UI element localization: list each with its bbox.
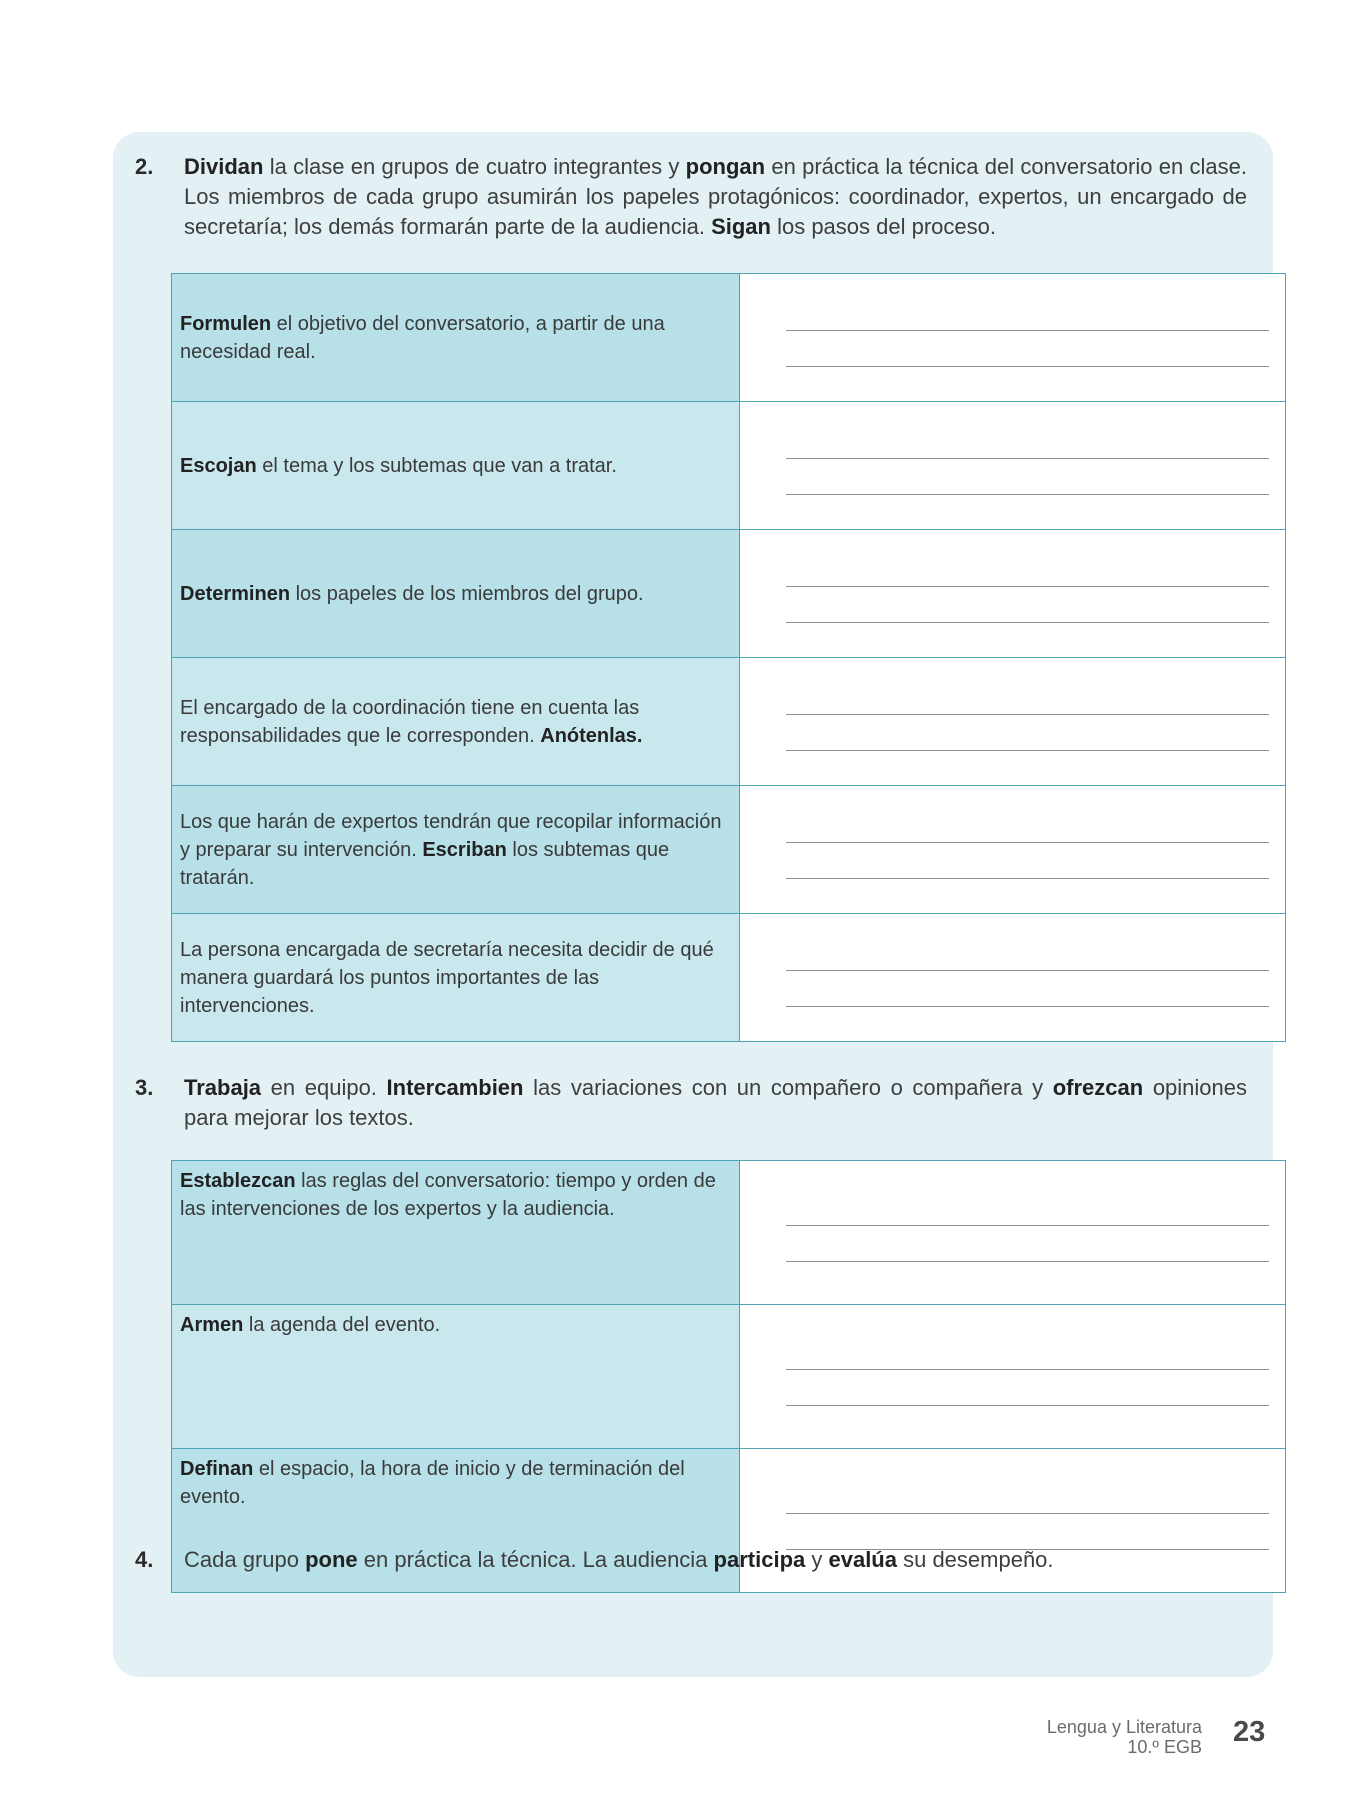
answer-line	[786, 494, 1269, 495]
footer-subject: Lengua y Literatura	[1046, 1717, 1202, 1737]
step-prompt	[172, 658, 740, 786]
rules-table	[171, 1160, 1286, 1593]
emphasized-verb: participa	[713, 1547, 806, 1572]
item-4-instructions	[184, 1545, 1247, 1575]
answer-line	[786, 1006, 1269, 1007]
answer-cell[interactable]	[740, 402, 1286, 530]
answer-line	[786, 1225, 1269, 1226]
activity-panel	[113, 132, 1273, 1677]
table-row	[172, 914, 1286, 1042]
text-segment: La persona encargada de secretaría necesita decidir de qué manera guardará los puntos importantes de las intervenciones.	[180, 938, 714, 1017]
table-row	[172, 1161, 1286, 1305]
text-segment: la agenda del evento.	[243, 1314, 441, 1336]
answer-line	[786, 366, 1269, 367]
footer-grade: 10.º EGB	[1127, 1737, 1202, 1757]
emphasized-verb: Formulen	[180, 312, 272, 335]
answer-line	[786, 1513, 1269, 1514]
answer-line	[786, 714, 1269, 715]
emphasized-verb: Anótenlas.	[540, 724, 643, 747]
answer-cell[interactable]	[740, 786, 1286, 914]
answer-line	[786, 586, 1269, 587]
answer-line	[786, 1405, 1269, 1406]
step-prompt	[172, 1305, 740, 1449]
text-segment: en equipo.	[261, 1075, 387, 1100]
emphasized-verb: Intercambien	[386, 1075, 524, 1100]
emphasized-verb: pone	[305, 1547, 358, 1572]
answer-line	[786, 330, 1269, 331]
answer-line	[786, 970, 1269, 971]
answer-cell[interactable]	[740, 1305, 1286, 1449]
text-segment: opiniones para mejorar los textos.	[184, 1075, 1248, 1130]
answer-cell[interactable]	[740, 274, 1286, 402]
answer-line	[786, 750, 1269, 751]
emphasized-verb: Dividan	[184, 154, 264, 179]
emphasized-verb: Sigan	[711, 214, 771, 239]
table-row	[172, 1305, 1286, 1449]
text-segment: el objetivo del conversatorio, a partir de una necesidad real.	[180, 312, 665, 363]
steps-table	[171, 273, 1286, 1042]
emphasized-verb: Escojan	[180, 454, 257, 477]
item-number: 4.	[135, 1547, 154, 1572]
text-segment: las reglas del conversatorio: tiempo y orden de las intervenciones de los expertos y la audiencia.	[180, 1170, 716, 1220]
text-segment: El encargado de la coordinación tiene en cuenta las responsabilidades que le corresponden.	[180, 696, 640, 747]
text-segment: Cada grupo	[184, 1547, 306, 1572]
emphasized-verb: pongan	[685, 154, 766, 179]
item-number: 3.	[135, 1075, 154, 1100]
step-prompt	[172, 274, 740, 402]
answer-line	[786, 1261, 1269, 1262]
text-segment: y	[805, 1547, 829, 1572]
answer-line	[786, 458, 1269, 459]
answer-cell[interactable]	[740, 530, 1286, 658]
text-segment: el tema y los subtemas que van a tratar.	[256, 454, 617, 477]
emphasized-verb: Armen	[180, 1314, 244, 1336]
item-2	[135, 152, 1247, 242]
answer-cell[interactable]	[740, 658, 1286, 786]
emphasized-verb: evalúa	[828, 1547, 897, 1572]
item-number: 2.	[135, 154, 154, 179]
page-number: 23	[1233, 1716, 1266, 1748]
table-row	[172, 274, 1286, 402]
text-segment: en práctica la técnica del conversatorio en clase. Los miembros de cada grupo asumirán los papeles protagónicos: coordinador, expertos, un encargado de secretaría; los demás formarán parte de la audiencia.	[184, 154, 1247, 239]
emphasized-verb: ofrezcan	[1052, 1075, 1144, 1100]
text-segment: los papeles de los miembros del grupo.	[290, 582, 644, 605]
footer-book-info	[1047, 1717, 1202, 1757]
emphasized-verb: Definan	[180, 1458, 254, 1480]
text-segment: Los que harán de expertos tendrán que recopilar información y preparar su intervención.	[180, 810, 722, 861]
item-3	[135, 1073, 1247, 1133]
item-2-instructions	[184, 152, 1247, 242]
table-row	[172, 402, 1286, 530]
step-prompt	[172, 402, 740, 530]
table-row	[172, 530, 1286, 658]
text-segment: los pasos del proceso.	[770, 214, 996, 239]
text-segment: los subtemas que tratarán.	[180, 838, 670, 889]
text-segment: su desempeño.	[896, 1547, 1054, 1572]
emphasized-verb: Trabaja	[184, 1075, 262, 1100]
step-prompt	[172, 786, 740, 914]
answer-cell[interactable]	[740, 914, 1286, 1042]
step-prompt	[172, 530, 740, 658]
item-4	[135, 1545, 1247, 1575]
step-prompt	[172, 1161, 740, 1305]
item-3-instructions	[184, 1073, 1247, 1133]
answer-line	[786, 622, 1269, 623]
table-row	[172, 786, 1286, 914]
answer-line	[786, 842, 1269, 843]
answer-line	[786, 878, 1269, 879]
answer-cell[interactable]	[740, 1161, 1286, 1305]
emphasized-verb: Determinen	[180, 582, 291, 605]
answer-line	[786, 1369, 1269, 1370]
table-row	[172, 658, 1286, 786]
text-segment: en práctica la técnica. La audiencia	[357, 1547, 714, 1572]
emphasized-verb: Establezcan	[180, 1170, 296, 1192]
emphasized-verb: Escriban	[422, 838, 507, 861]
step-prompt	[172, 914, 740, 1042]
text-segment: las variaciones con un compañero o compañera y	[523, 1075, 1053, 1100]
text-segment: el espacio, la hora de inicio y de terminación del evento.	[180, 1458, 685, 1508]
text-segment: la clase en grupos de cuatro integrantes y	[263, 154, 686, 179]
